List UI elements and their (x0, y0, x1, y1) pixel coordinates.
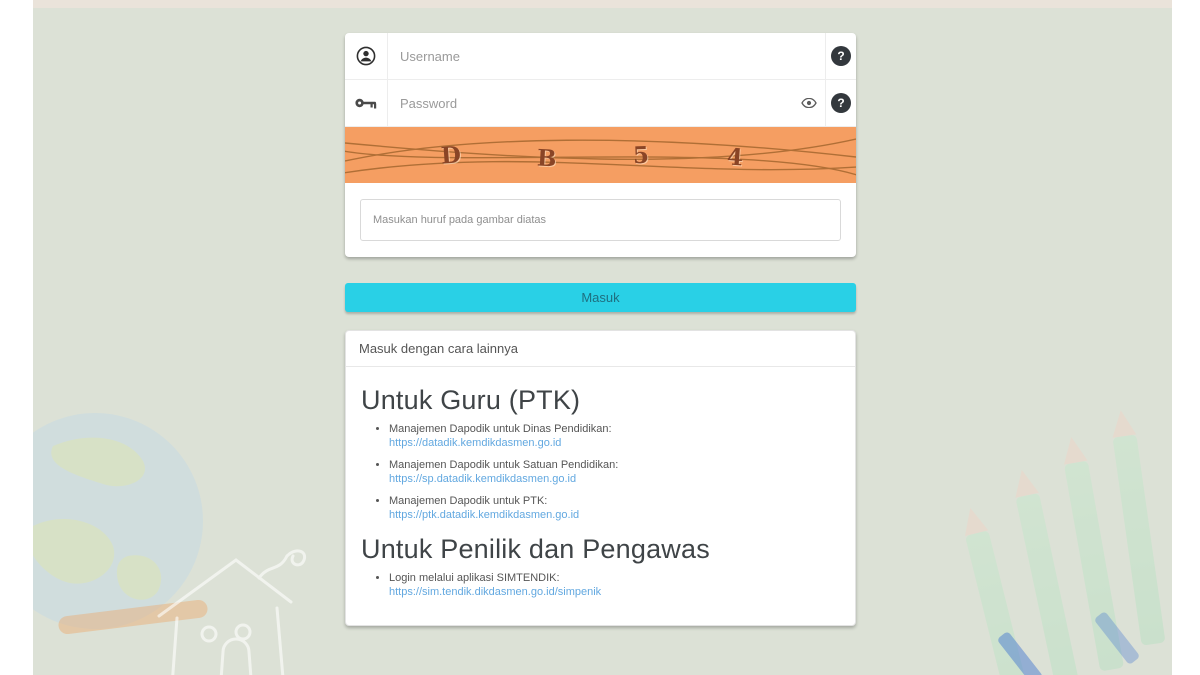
link-sp-datadik[interactable]: https://sp.datadik.kemdikdasmen.go.id (389, 473, 577, 485)
password-help-icon[interactable]: ? (831, 93, 851, 113)
username-row (345, 33, 856, 80)
house-doodle-decoration (151, 538, 336, 675)
password-visibility-cell (793, 80, 825, 126)
section-title-guru: Untuk Guru (PTK) (361, 385, 581, 415)
password-input[interactable] (388, 96, 793, 111)
link-simtendik[interactable]: https://sim.tendik.dikdasmen.go.id/simpenik (389, 586, 602, 598)
login-card (345, 33, 856, 257)
link-ptk-datadik[interactable]: https://ptk.datadik.kemdikdasmen.go.id (389, 509, 580, 521)
item-label: Manajemen Dapodik untuk PTK: (389, 495, 548, 507)
username-input[interactable] (388, 49, 825, 64)
alt-login-body (346, 367, 855, 625)
list-item (389, 494, 840, 522)
guru-link-list (361, 422, 840, 522)
alt-login-header: Masuk dengan cara lainnya (346, 331, 855, 367)
globe-stand-decoration (57, 599, 208, 635)
captcha-input[interactable] (360, 199, 841, 241)
item-label: Manajemen Dapodik untuk Dinas Pendidikan: (389, 423, 612, 435)
captcha-entry-area (345, 183, 856, 257)
item-label: Manajemen Dapodik untuk Satuan Pendidikan: (389, 459, 619, 471)
password-row (345, 80, 856, 127)
penilik-link-list (361, 571, 840, 599)
section-title-penilik: Untuk Penilik dan Pengawas (361, 534, 710, 564)
item-label: Login melalui aplikasi SIMTENDIK: (389, 572, 560, 584)
masuk-button[interactable]: Masuk (345, 283, 856, 312)
username-help-icon[interactable]: ? (831, 46, 851, 66)
captcha-char: B (536, 144, 558, 173)
list-item (389, 422, 840, 450)
captcha-char: 5 (632, 141, 650, 170)
globe-decoration (33, 406, 233, 646)
link-datadik[interactable]: https://datadik.kemdikdasmen.go.id (389, 437, 562, 449)
alt-login-card (345, 330, 856, 626)
blue-pencil-decoration (1094, 611, 1141, 665)
captcha-char: D (440, 141, 462, 170)
captcha-image (345, 127, 856, 183)
user-icon (345, 33, 388, 79)
pencils-decoration (982, 435, 1172, 675)
blue-pencil-decoration (997, 631, 1044, 675)
eye-icon[interactable] (801, 98, 817, 108)
key-icon (345, 80, 388, 126)
captcha-char: 4 (726, 143, 744, 172)
username-help-cell (825, 33, 856, 79)
password-help-cell (825, 80, 856, 126)
list-item (389, 571, 840, 599)
top-strip-decoration (33, 0, 1172, 8)
list-item (389, 458, 840, 486)
